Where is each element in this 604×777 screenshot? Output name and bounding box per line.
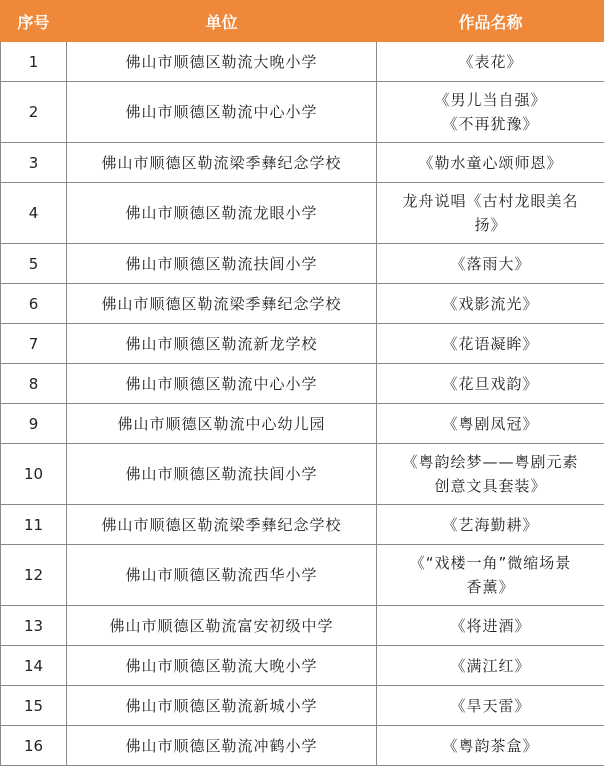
row-number: 8: [1, 364, 67, 404]
row-work-title: [377, 143, 604, 183]
work-title-line: 创意文具套装》: [434, 477, 547, 495]
row-work-title: [377, 183, 604, 244]
row-unit: 佛山市顺德区勒流梁季彝纪念学校: [67, 505, 377, 545]
table-row: [1, 646, 604, 686]
work-title-line: 《落雨大》: [450, 254, 531, 273]
table-row: [1, 404, 604, 444]
row-number: 15: [1, 686, 67, 726]
row-number: 13: [1, 606, 67, 646]
row-unit: 佛山市顺德区勒流大晚小学: [67, 42, 377, 82]
row-number: 1: [1, 42, 67, 82]
table-row: [1, 143, 604, 183]
work-title-line: 《将进酒》: [450, 616, 531, 635]
table-body: [1, 42, 604, 766]
row-unit: 佛山市顺德区勒流西华小学: [67, 545, 377, 606]
work-title-line: 龙舟说唱《古村龙眼美名: [402, 192, 579, 210]
work-title-line: 《粤韵绘梦——粤剧元素: [402, 453, 579, 471]
work-title-line: 《满江红》: [450, 656, 531, 675]
row-unit: 佛山市顺德区勒流扶闾小学: [67, 444, 377, 505]
row-work-title: [377, 444, 604, 505]
work-title-line: 《旱天雷》: [450, 696, 531, 715]
work-title-line: 《粤剧凤冠》: [442, 414, 539, 433]
row-work-title: [377, 244, 604, 284]
table-row: [1, 686, 604, 726]
row-number: 11: [1, 505, 67, 545]
row-unit: 佛山市顺德区勒流中心幼儿园: [67, 404, 377, 444]
table-row: [1, 244, 604, 284]
row-number: 12: [1, 545, 67, 606]
table-row: [1, 545, 604, 606]
table-row: [1, 324, 604, 364]
row-work-title: [377, 545, 604, 606]
work-title-line: 《表花》: [458, 52, 523, 71]
row-number: 2: [1, 82, 67, 143]
table-row: [1, 42, 604, 82]
row-work-title: [377, 646, 604, 686]
row-work-title: [377, 42, 604, 82]
row-unit: 佛山市顺德区勒流梁季彝纪念学校: [67, 284, 377, 324]
table-row: [1, 505, 604, 545]
work-title-line: 《“戏楼一角”微缩场景: [409, 554, 572, 572]
row-number: 16: [1, 726, 67, 766]
work-title-line: 《粤韵茶盒》: [442, 736, 539, 755]
work-title-line: 《男儿当自强》: [434, 91, 547, 109]
table-row: [1, 183, 604, 244]
row-unit: 佛山市顺德区勒流大晚小学: [67, 646, 377, 686]
table-row: [1, 82, 604, 143]
row-unit: 佛山市顺德区勒流富安初级中学: [67, 606, 377, 646]
work-title-line: 香薰》: [466, 578, 515, 596]
header-row: [1, 1, 604, 42]
header-unit: 单位: [67, 1, 377, 42]
row-number: 7: [1, 324, 67, 364]
row-number: 4: [1, 183, 67, 244]
row-unit: 佛山市顺德区勒流中心小学: [67, 364, 377, 404]
row-work-title: [377, 505, 604, 545]
row-unit: 佛山市顺德区勒流新龙学校: [67, 324, 377, 364]
row-number: 6: [1, 284, 67, 324]
row-number: 10: [1, 444, 67, 505]
work-title-line: 《不再犹豫》: [442, 115, 539, 133]
work-title-line: 《花语凝眸》: [442, 334, 539, 353]
row-work-title: [377, 686, 604, 726]
row-unit: 佛山市顺德区勒流新城小学: [67, 686, 377, 726]
row-unit: 佛山市顺德区勒流龙眼小学: [67, 183, 377, 244]
row-work-title: [377, 726, 604, 766]
row-number: 3: [1, 143, 67, 183]
table-row: [1, 606, 604, 646]
row-work-title: [377, 324, 604, 364]
table-row: [1, 284, 604, 324]
work-title-line: 《花旦戏韵》: [442, 374, 539, 393]
row-unit: 佛山市顺德区勒流梁季彝纪念学校: [67, 143, 377, 183]
row-number: 14: [1, 646, 67, 686]
row-unit: 佛山市顺德区勒流中心小学: [67, 82, 377, 143]
row-number: 9: [1, 404, 67, 444]
row-unit: 佛山市顺德区勒流冲鹤小学: [67, 726, 377, 766]
row-number: 5: [1, 244, 67, 284]
row-work-title: [377, 404, 604, 444]
row-work-title: [377, 284, 604, 324]
row-work-title: [377, 606, 604, 646]
table-row: [1, 364, 604, 404]
work-title-line: 《戏影流光》: [442, 294, 539, 313]
row-work-title: [377, 364, 604, 404]
header-work: 作品名称: [377, 1, 604, 42]
table-row: [1, 444, 604, 505]
header-no: 序号: [1, 1, 67, 42]
work-title-line: 《艺海勤耕》: [442, 515, 539, 534]
work-title-line: 扬》: [474, 216, 507, 234]
table-row: [1, 726, 604, 766]
row-work-title: [377, 82, 604, 143]
work-title-line: 《勒水童心颂师恩》: [418, 153, 563, 172]
row-unit: 佛山市顺德区勒流扶闾小学: [67, 244, 377, 284]
